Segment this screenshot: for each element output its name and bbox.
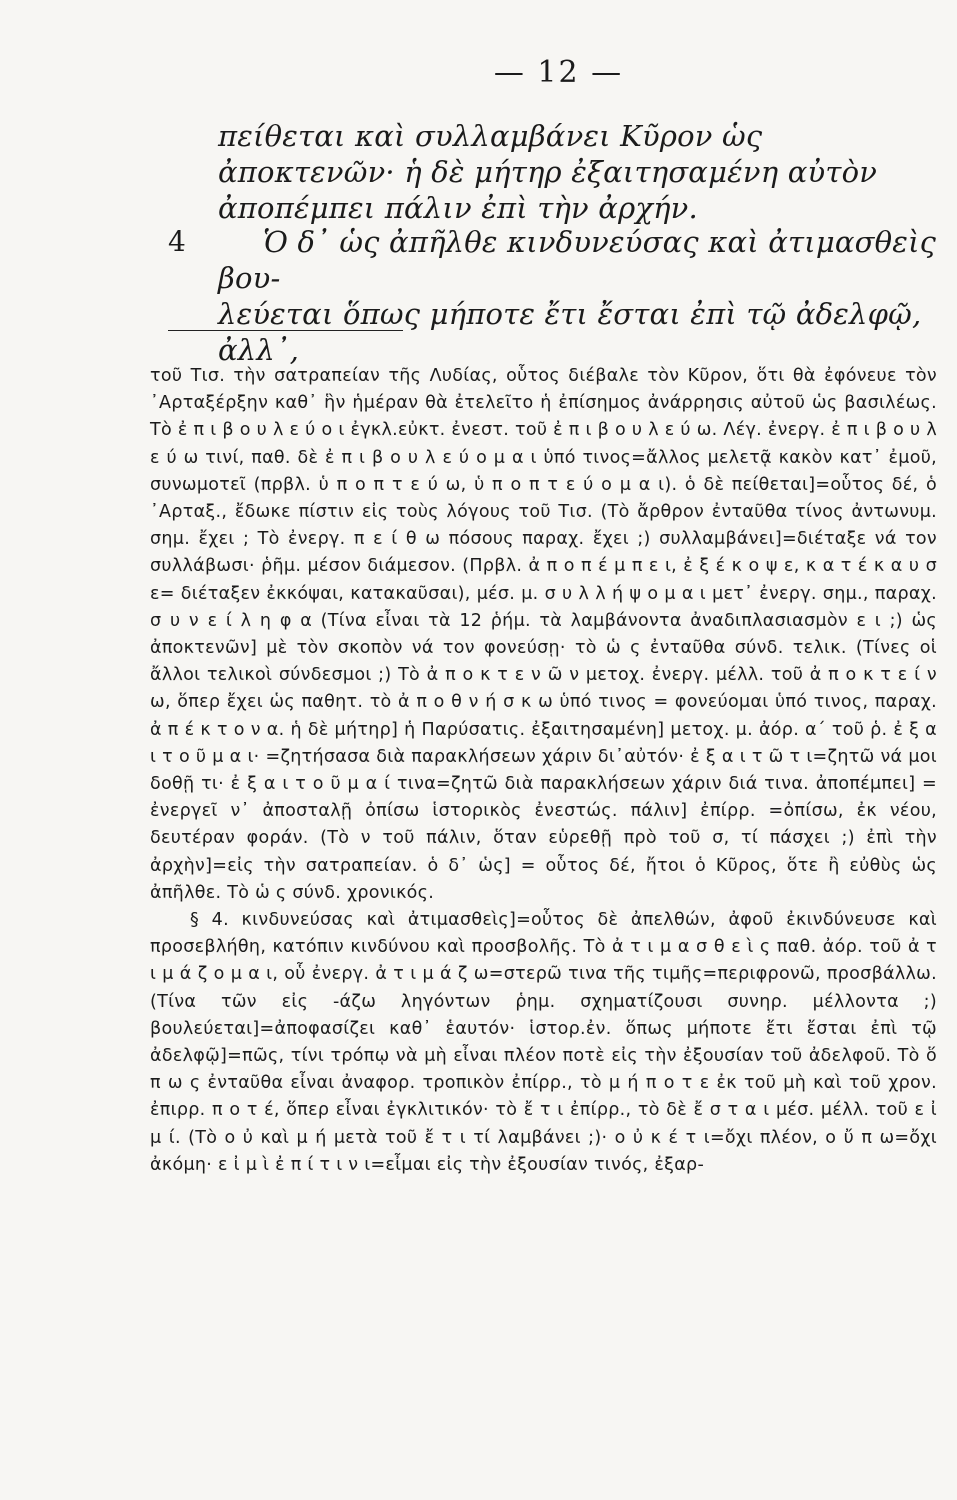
page-number: — 12 — — [493, 55, 624, 90]
section-number: 4 — [168, 225, 186, 258]
commentary-paragraph-1: τοῦ Τισ. τὴν σατραπείαν τῆς Λυδίας, οὗτος διέβαλε τὸν Κῦρον, ὅτι θὰ ἐφόνευε τὸν ᾽Αρταξέρξην καθ᾽ ἣν ἡμέραν θὰ ἐτελεῖτο ἡ ἐπίσημος ἀνάρρησις αὐτοῦ ὡς βασιλέως. Τὸ ἐ π ι β ο υ λ ε ύ ο ι ἐγκλ.εὐκτ. ἐνεστ. τοῦ ἐ π ι β ο υ λ ε ύ ω. Λέγ. ἐνεργ. ἐ π ι β ο υ λ ε ύ ω τινί, παθ. δὲ ἐ π ι β ο υ λ ε ύ ο μ α ι ὑπό τινος=ἄλλος μελετᾷ κακὸν κατ᾽ ἐμοῦ, συνωμοτεῖ (πρβλ. ὑ π ο π τ ε ύ ω, ὑ π ο π τ ε ύ ο μ α ι). ὁ δὲ πείθεται]=οὗτος δέ, ὁ ᾽Αρταξ., ἔδωκε πίστιν εἰς τοὺς λόγους τοῦ Τισ. (Τὸ ἄρθρον ἐνταῦθα τίνος ἀντωνυμ. σημ. ἔχει ; Τὸ ἐνεργ. π ε ί θ ω πόσους παραχ. ἔχει ;) συλλαμβάνει]=διέταξε νά τον συλλάβωσι· ῥῆμ. μέσον διάμεσον. (Πρβλ. ἀ π ο π έ μ π ε ι, ἐ ξ έ κ ο ψ ε, κ α τ έ κ α υ σ ε= διέταξεν ἐκκόψαι, κατακαῦσαι), μέσ. μ. σ υ λ λ ή ψ ο μ α ι μετ᾽ ἐνεργ. σημ., παραχ. σ υ ν ε ί λ η φ α (Τίνα εἶναι τὰ 12 ῥήμ. τὰ λαμβάνοντα ἀναδιπλασιασμὸν ε ι ;) ὡς ἀποκτενῶν] μὲ τὸν σκοπὸν νά τον φονεύσῃ· τὸ ὡ ς ἐνταῦθα σύνδ. τελικ. (Τίνες οἱ ἄλλοι τελικοὶ σύνδεσμοι ;) Τὸ ἀ π ο κ τ ε ν ῶ ν μετοχ. ἐνεργ. μέλλ. τοῦ ἀ π ο κ τ ε ί ν ω, ὅπερ ἔχει ὡς παθητ. τὸ ἀ π ο θ ν ή σ κ ω ὑπό τινος = φονεύομαι ὑπό τινος, παραχ. ἀ π έ κ τ ο ν α. ἡ δὲ μήτηρ] ἡ Παρύσατις. ἐξαιτησαμένη] μετοχ. μ. ἀόρ. α´ τοῦ ῥ. ἐ ξ α ι τ ο ῦ μ α ι· =ζητήσασα διὰ παρακλήσεων χάριν δι᾽αὐτόν· ἐ ξ α ι τ ῶ τ ι=ζητῶ νά μοι δοθῇ τι· ἐ ξ α ι τ ο ῦ μ α ί τινα=ζητῶ διὰ παρακλήσεων χάριν διά τινα. ἀποπέμπει] = ἐνεργεῖ ν᾽ ἀποσταλῇ ὀπίσω ἱστορικὸς ἐνεστώς. πάλιν] ἐπίρρ. =ὀπίσω, ἐκ νέου, δευτέραν φοράν. (Τὸ ν τοῦ πάλιν, ὅταν εὑρεθῇ πρὸ τοῦ σ, τί πάσχει ;) ἐπὶ τὴν ἀρχὴν]=εἰς τὴν σατραπείαν. ὁ δ᾽ ὡς] = οὗτος δέ, ἤτοι ὁ Κῦρος, ὅτε ἢ εὐθὺς ὡς ἀπῆλθε. Τὸ ὡ ς σύνδ. χρονικός. — [150, 366, 937, 903]
main-text-line-2: λεύεται ὅπως μήποτε ἔτι ἔσται ἐπὶ τῷ ἀδελφῷ, ἀλλ᾽, — [218, 297, 922, 367]
commentary-block — [150, 363, 937, 1179]
main-text-line-1: Ὁ δ᾽ ὡς ἀπῆλθε κινδυνεύσας καὶ ἀτιμασθεὶς βου- — [218, 225, 937, 295]
commentary-paragraph-2: § 4. κινδυνεύσας καὶ ἀτιμασθεὶς]=οὗτος δὲ ἀπελθών, ἀφοῦ ἐκινδύνευσε καὶ προσεβλήθη, κατόπιν κινδύνου καὶ προσβολῆς. Τὸ ἀ τ ι μ α σ θ ε ὶ ς παθ. ἀόρ. τοῦ ἀ τ ι μ ά ζ ο μ α ι, οὗ ἐνεργ. ἀ τ ι μ ά ζ ω=στερῶ τινα τῆς τιμῆς=περιφρονῶ, προσβάλλω. (Τίνα τῶν εἰς -άζω ληγόντων ῥημ. σχηματίζουσι συνηρ. μέλλοντα ;) βουλεύεται]=ἀποφασίζει καθ᾽ ἑαυτόν· ἱστορ.ἐν. ὅπως μήποτε ἔτι ἔσται ἐπὶ τῷ ἀδελφῷ]=πῶς, τίνι τρόπῳ νὰ μὴ εἶναι πλέον ποτὲ εἰς τὴν ἐξουσίαν τοῦ ἀδελφοῦ. Τὸ ὅ π ω ς ἐνταῦθα εἶναι ἀναφορ. τροπικὸν ἐπίρρ., τὸ μ ή π ο τ ε ἐκ τοῦ μὴ καὶ τοῦ χρον. ἐπιρρ. π ο τ έ, ὅπερ εἶναι ἐγκλιτικόν· τὸ ἔ τ ι ἐπίρρ., τὸ δὲ ἔ σ τ α ι μέσ. μέλλ. τοῦ ε ἰ μ ί. (Τὸ ο ὐ καὶ μ ή μετὰ τοῦ ἔ τ ι τί λαμβάνει ;)· ο ὐ κ έ τ ι=ὄχι πλέον, ο ὔ π ω=ὄχι ἀκόμη· ε ἰ μ ὶ ἐ π ί τ ι ν ι=εἶμαι εἰς τὴν ἐξουσίαν τινός, ἐξαρ- — [150, 910, 937, 1175]
main-text-paragraph-2 — [218, 224, 938, 368]
footnote-divider — [168, 330, 403, 331]
main-text-paragraph-1 — [218, 118, 938, 226]
main-text-line-block: πείθεται καὶ συλλαμβάνει Κῦρον ὡς ἀποκτενῶν· ἡ δὲ μήτηρ ἐξαιτησαμένη αὐτὸν ἀποπέμπει πάλιν ἐπὶ τὴν ἀρχήν. — [218, 119, 878, 225]
